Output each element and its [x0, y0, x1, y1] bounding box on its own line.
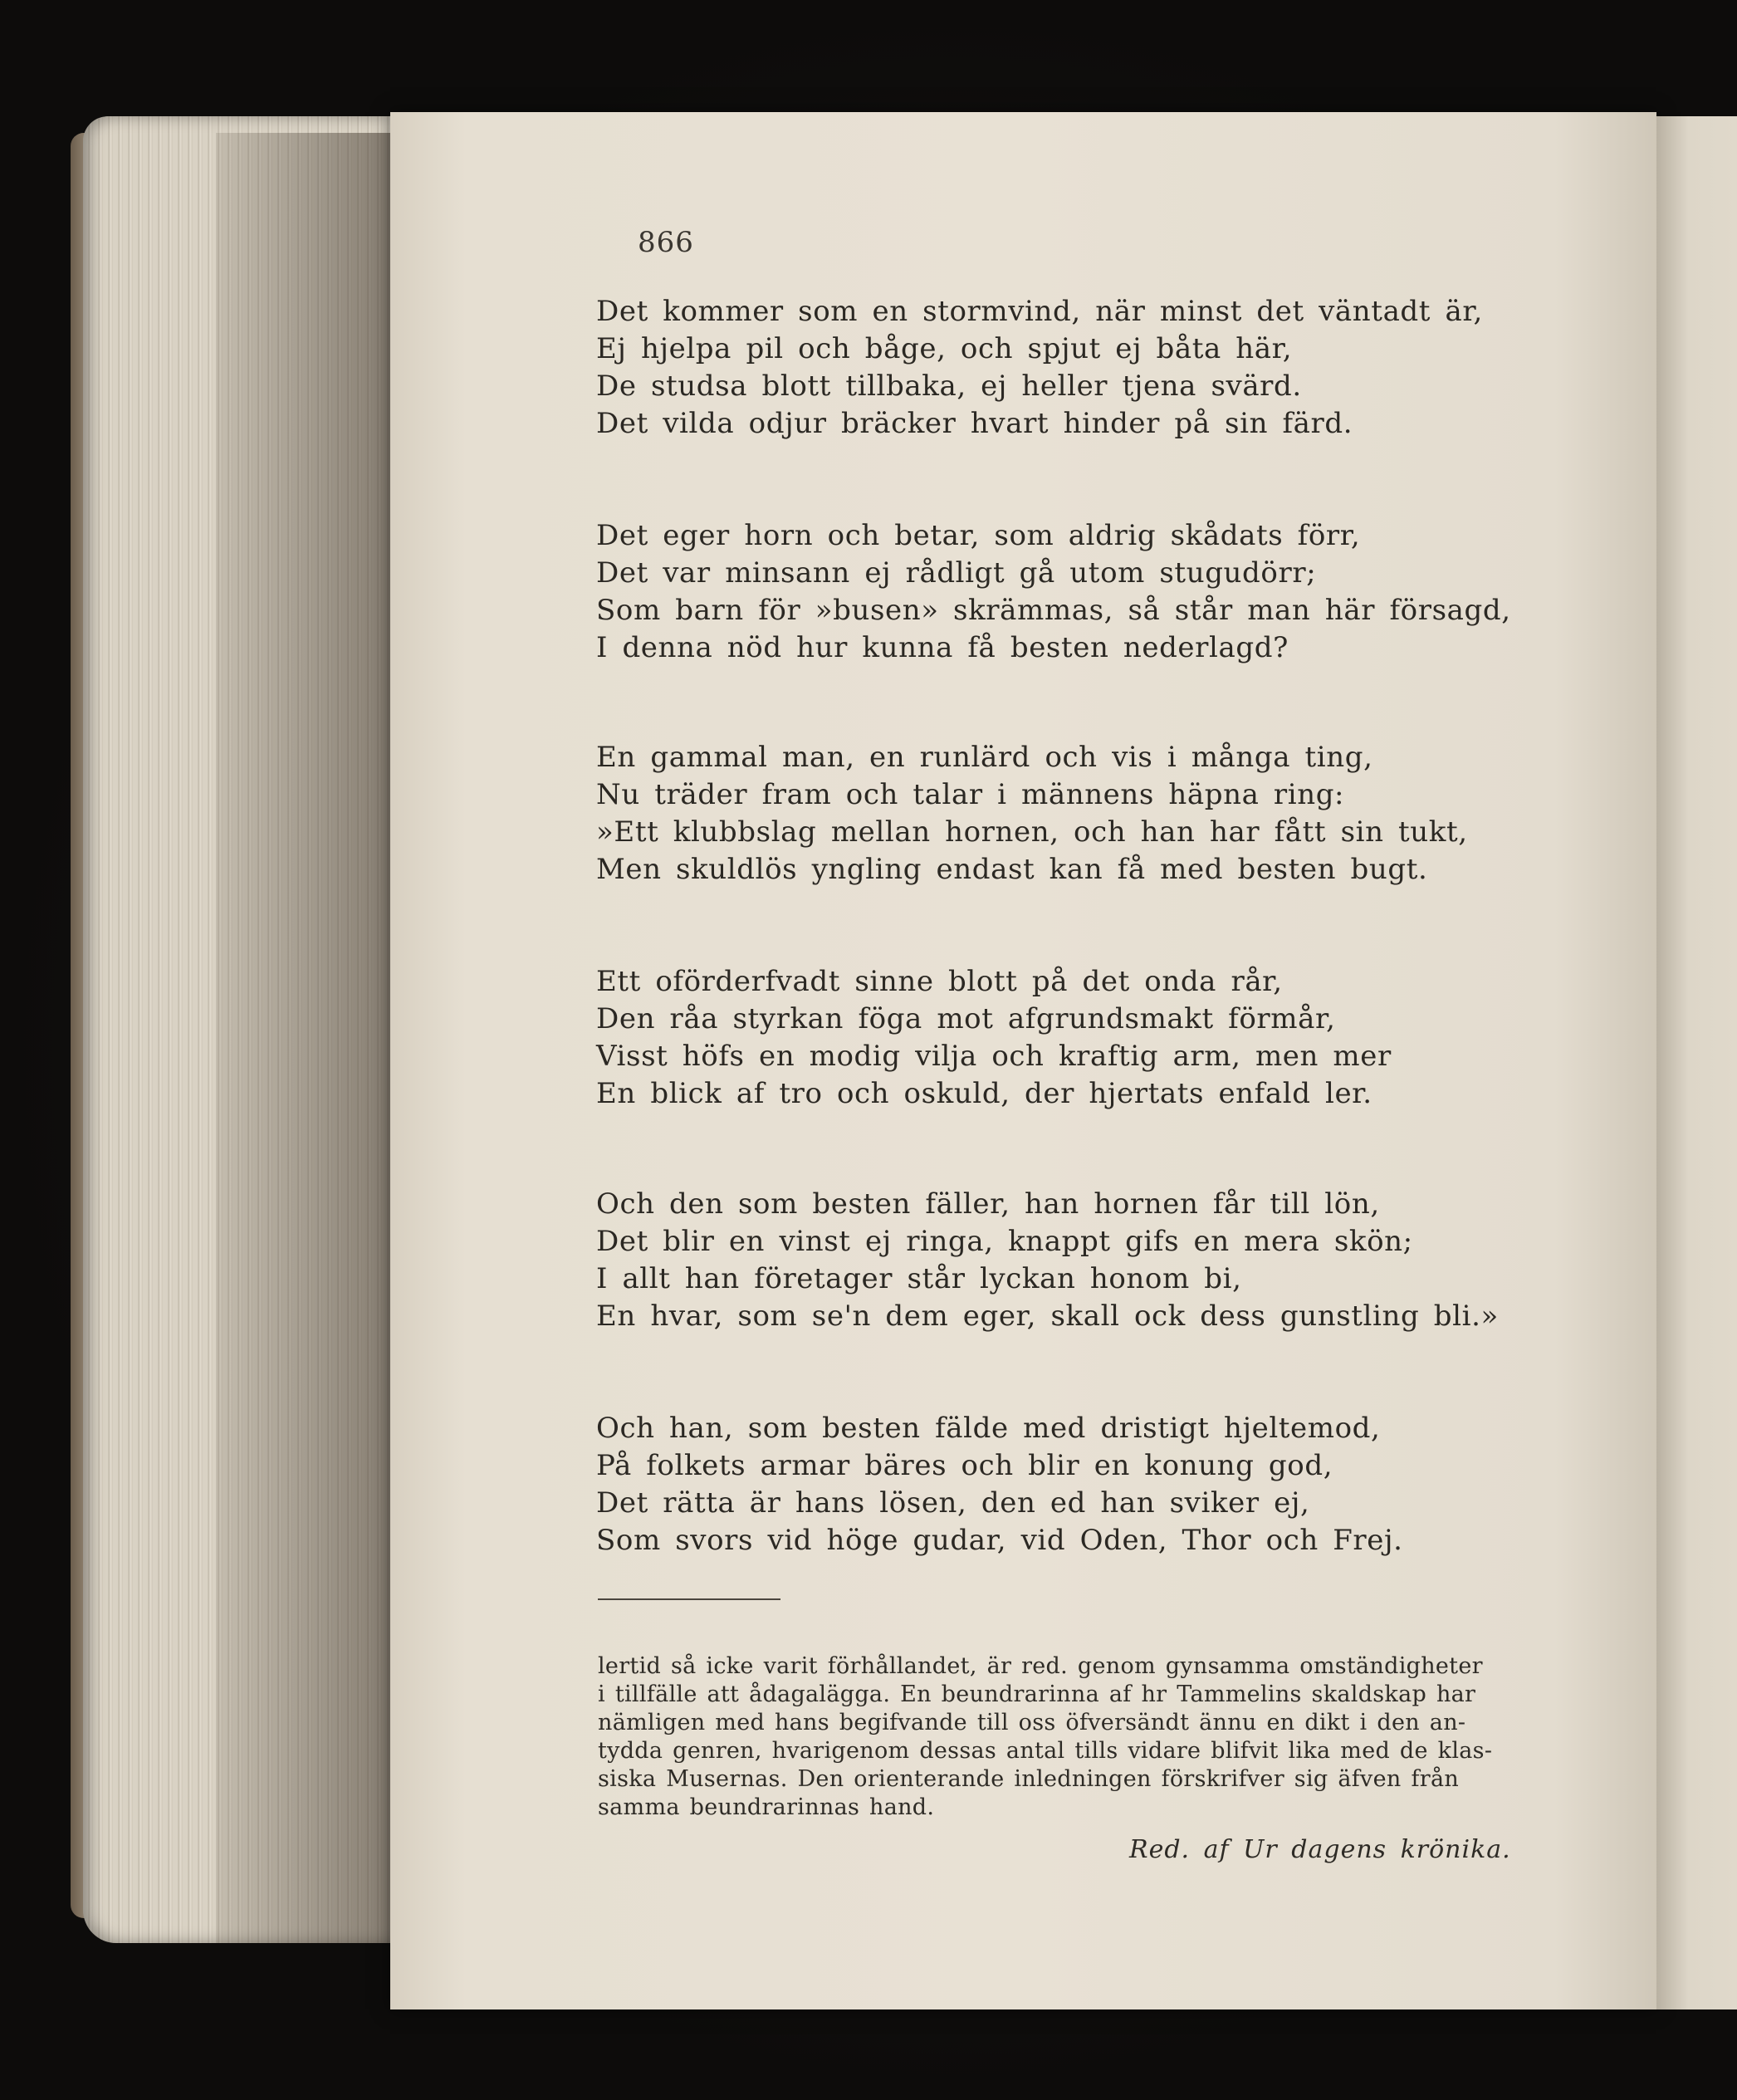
- poem-line: Det blir en vinst ej ringa, knappt gifs en mera skön;: [596, 1225, 1413, 1258]
- poem-line: Det var minsann ej rådligt gå utom stugudörr;: [596, 556, 1317, 590]
- poem-line: En gammal man, en runlärd och vis i många ting,: [596, 741, 1373, 774]
- poem-line: Ej hjelpa pil och båge, och spjut ej båta här,: [596, 332, 1293, 365]
- editor-signature: Red. af Ur dagens krönika.: [1129, 1835, 1511, 1864]
- poem-line: Ett oförderfvadt sinne blott på det onda rår,: [596, 965, 1283, 998]
- gutter-shadow: [216, 133, 399, 1943]
- footnote-line: siska Musernas. Den orienterande inledningen förskrifver sig äfven från: [598, 1766, 1460, 1792]
- poem-line: Som barn för »busen» skrämmas, så står man här försagd,: [596, 594, 1511, 627]
- poem-line: Och den som besten fäller, han hornen får till lön,: [596, 1187, 1380, 1221]
- footnote-line: samma beundrarinnas hand.: [598, 1794, 935, 1820]
- poem-line: Den råa styrkan föga mot afgrundsmakt förmår,: [596, 1002, 1336, 1035]
- footnote: [598, 1652, 1503, 1822]
- poem-line: Men skuldlös yngling endast kan få med besten bugt.: [596, 853, 1428, 886]
- poem-line: Och han, som besten fälde med dristigt hjeltemod,: [596, 1412, 1381, 1445]
- footnote-line: i tillfälle att ådagalägga. En beundrarinna af hr Tammelins skaldskap har: [598, 1681, 1476, 1707]
- poem-line: I denna nöd hur kunna få besten nederlagd?: [596, 631, 1289, 664]
- stanza-1: [596, 293, 1501, 443]
- stanza-6: [596, 1410, 1501, 1559]
- poem-line: Det eger horn och betar, som aldrig skådats förr,: [596, 519, 1361, 552]
- footnote-rule: [598, 1598, 780, 1600]
- stanza-5: [596, 1186, 1501, 1335]
- poem-line: Visst höfs en modig vilja och kraftig arm, men mer: [596, 1040, 1392, 1073]
- stanza-3: [596, 739, 1501, 888]
- footnote-line: nämligen med hans begifvande till oss öfversändt ännu en dikt i den an-: [598, 1710, 1466, 1735]
- poem-line: Nu träder fram och talar i männens häpna ring:: [596, 778, 1345, 811]
- poem-line: De studsa blott tillbaka, ej heller tjena svärd.: [596, 370, 1302, 403]
- footnote-line: lertid så icke varit förhållandet, är red. genom gynsamma omständigheter: [598, 1653, 1483, 1679]
- poem-line: En blick af tro och oskuld, der hjertats enfald ler.: [596, 1077, 1372, 1110]
- poem-line: Det rätta är hans lösen, den ed han sviker ej,: [596, 1486, 1310, 1520]
- poem-line: I allt han företager står lyckan honom bi,: [596, 1262, 1242, 1295]
- stanza-4: [596, 963, 1501, 1113]
- poem-line: En hvar, som se'n dem eger, skall ock dess gunstling bli.»: [596, 1300, 1499, 1333]
- poem-line: »Ett klubbslag mellan hornen, och han har fått sin tukt,: [596, 815, 1468, 849]
- poem-line: Det kommer som en stormvind, när minst det väntadt är,: [596, 295, 1483, 328]
- footnote-line: tydda genren, hvarigenom dessas antal tills vidare blifvit lika med de klas-: [598, 1738, 1493, 1764]
- poem-line: På folkets armar bäres och blir en konung god,: [596, 1449, 1333, 1482]
- facing-page-edge: [1656, 116, 1737, 2009]
- poem-line: Det vilda odjur bräcker hvart hinder på sin färd.: [596, 407, 1353, 440]
- poem-line: Som svors vid höge gudar, vid Oden, Thor och Frej.: [596, 1524, 1403, 1557]
- page-number: 866: [638, 226, 694, 259]
- stanza-2: [596, 517, 1511, 667]
